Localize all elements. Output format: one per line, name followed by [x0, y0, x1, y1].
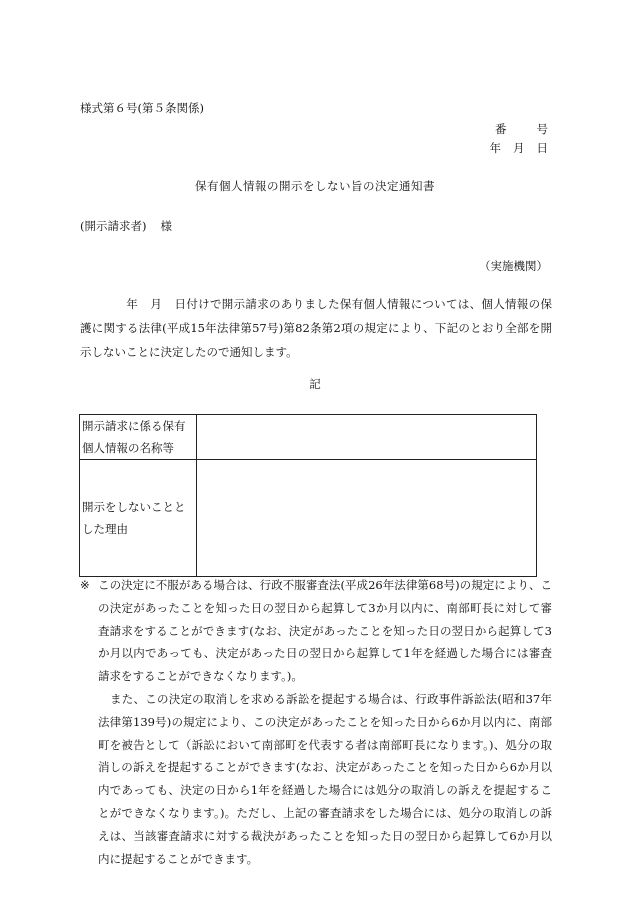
recipient-honorific: 様 [160, 219, 172, 233]
body-month: 月 [150, 297, 163, 311]
recipient [80, 218, 172, 234]
note-text-2: また、この決定の取消しを求める訴訟を提起する場合は、行政事件訴訟法(昭和37年法律第139号)の規定により、この決定があったことを知った日から6か月以内に、南部町を被告として（訴訟において南部町を代表する者は南部町長になります。)、処分の取消しの訴えを提起することができます(なお、決定があったことを知った日から6か月以内であっても、決定の日から1年を経過した場合には処分の取消しの訴えを提起することができなくなります。)。ただし、上記の審査請求をした場合には、処分の取消しの訴えは、当該審査請求に対する裁決があったことを知った日の翌日から起算して6か月以内に提起することができます。 [98, 691, 552, 866]
table-label: 開示をしないこととした理由 [80, 460, 197, 577]
body-text: 日付けで開示請求のありました保有個人情報については、個人情報の保護に関する法律(平成15年法律第57号)第82条第2項の規定により、下記のとおり全部を開示しないことに決定したので通知します。 [80, 297, 552, 359]
note-paragraph-1 [80, 574, 552, 688]
document-number [495, 121, 548, 137]
note-paragraph-2 [80, 688, 552, 870]
body-paragraph [80, 292, 552, 364]
table-label: 開示請求に係る保有個人情報の名称等 [80, 415, 197, 460]
number-label-ban: 番 [495, 122, 507, 136]
table-value-cell[interactable] [197, 460, 537, 577]
note-mark: ※ [80, 578, 90, 592]
document-title: 保有個人情報の開示をしない旨の決定通知書 [195, 179, 435, 193]
recipient-name: (開示請求者) [80, 219, 147, 233]
date-month: 月 [513, 141, 525, 155]
table-row [80, 415, 537, 460]
form-number: 様式第６号(第５条関係) [80, 101, 204, 115]
ki-heading: 記 [309, 377, 321, 391]
date-year: 年 [489, 141, 501, 155]
table-value-cell[interactable] [197, 415, 537, 460]
issuing-agency: （実施機関） [479, 259, 548, 273]
date-day: 日 [536, 141, 548, 155]
issue-date [490, 140, 549, 156]
info-table [79, 414, 537, 577]
body-year: 年 [126, 297, 139, 311]
table-row [80, 460, 537, 577]
notes-section [80, 574, 552, 870]
note-text-1: この決定に不服がある場合は、行政不服審査法(平成26年法律第68号)の規定により、この決定があったことを知った日の翌日から起算して3か月以内に、南部町長に対して審査請求をすることができます(なお、決定があったことを知った日の翌日から起算して3か月以内であっても、決定があった日の翌日から起算して1年を経過した場合には審査請求をすることができなくなります。)。 [98, 578, 552, 684]
number-label-go: 号 [536, 122, 548, 136]
